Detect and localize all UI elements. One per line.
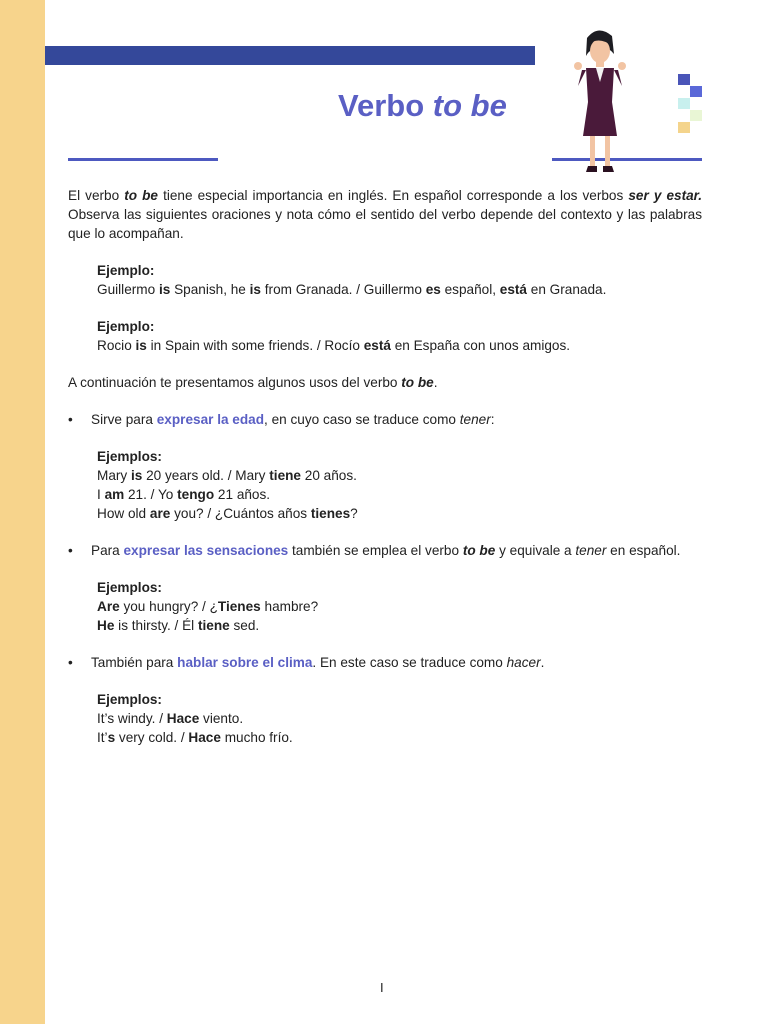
example-block-age: Ejemplos: Mary is 20 years old. / Mary tiene 20 años. I am 21. / Yo tengo 21 años. How old are you? / ¿Cuántos años tienes? xyxy=(97,449,358,521)
example-block-weather: Ejemplos: It’s windy. / Hace viento. It’s very cold. / Hace mucho frío. xyxy=(97,692,293,745)
businesswoman-icon xyxy=(570,24,630,176)
decorative-squares-icon xyxy=(672,70,706,136)
bullet-dot: • xyxy=(68,543,73,558)
intro-paragraph: El verbo to be tiene especial importancia en inglés. En español corresponde a los verbos ser y estar. Observa las siguientes oraciones y nota cómo el sentido del verbo depende del contexto y las palabras que lo acompañan. xyxy=(68,188,702,241)
bullet-age: • Sirve para expresar la edad, en cuyo caso se traduce como tener: xyxy=(68,412,495,427)
bullet-dot: • xyxy=(68,412,73,427)
example-block-sensations: Ejemplos: Are you hungry? / ¿Tienes hambre? He is thirsty. / Él tiene sed. xyxy=(97,580,319,633)
uses-intro: A continuación te presentamos algunos usos del verbo to be. xyxy=(68,375,438,390)
example-block-1: Ejemplo: Guillermo is Spanish, he is from Granada. / Guillermo es español, está en Granada. xyxy=(97,263,607,297)
page-number: I xyxy=(380,980,384,995)
bullet-sensations: • Para expresar las sensaciones también se emplea el verbo to be y equivale a tener en español. xyxy=(68,543,681,558)
document-body xyxy=(68,186,702,765)
left-margin-strip xyxy=(0,0,45,1024)
page-title: Verbo to be xyxy=(338,88,507,123)
bullet-weather: • También para hablar sobre el clima. En este caso se traduce como hacer. xyxy=(68,655,545,670)
example-block-2: Ejemplo: Rocio is in Spain with some friends. / Rocío está en España con unos amigos. xyxy=(97,319,571,353)
header-bar xyxy=(45,46,535,65)
bullet-dot: • xyxy=(68,655,73,670)
title-rule-left xyxy=(68,158,218,161)
